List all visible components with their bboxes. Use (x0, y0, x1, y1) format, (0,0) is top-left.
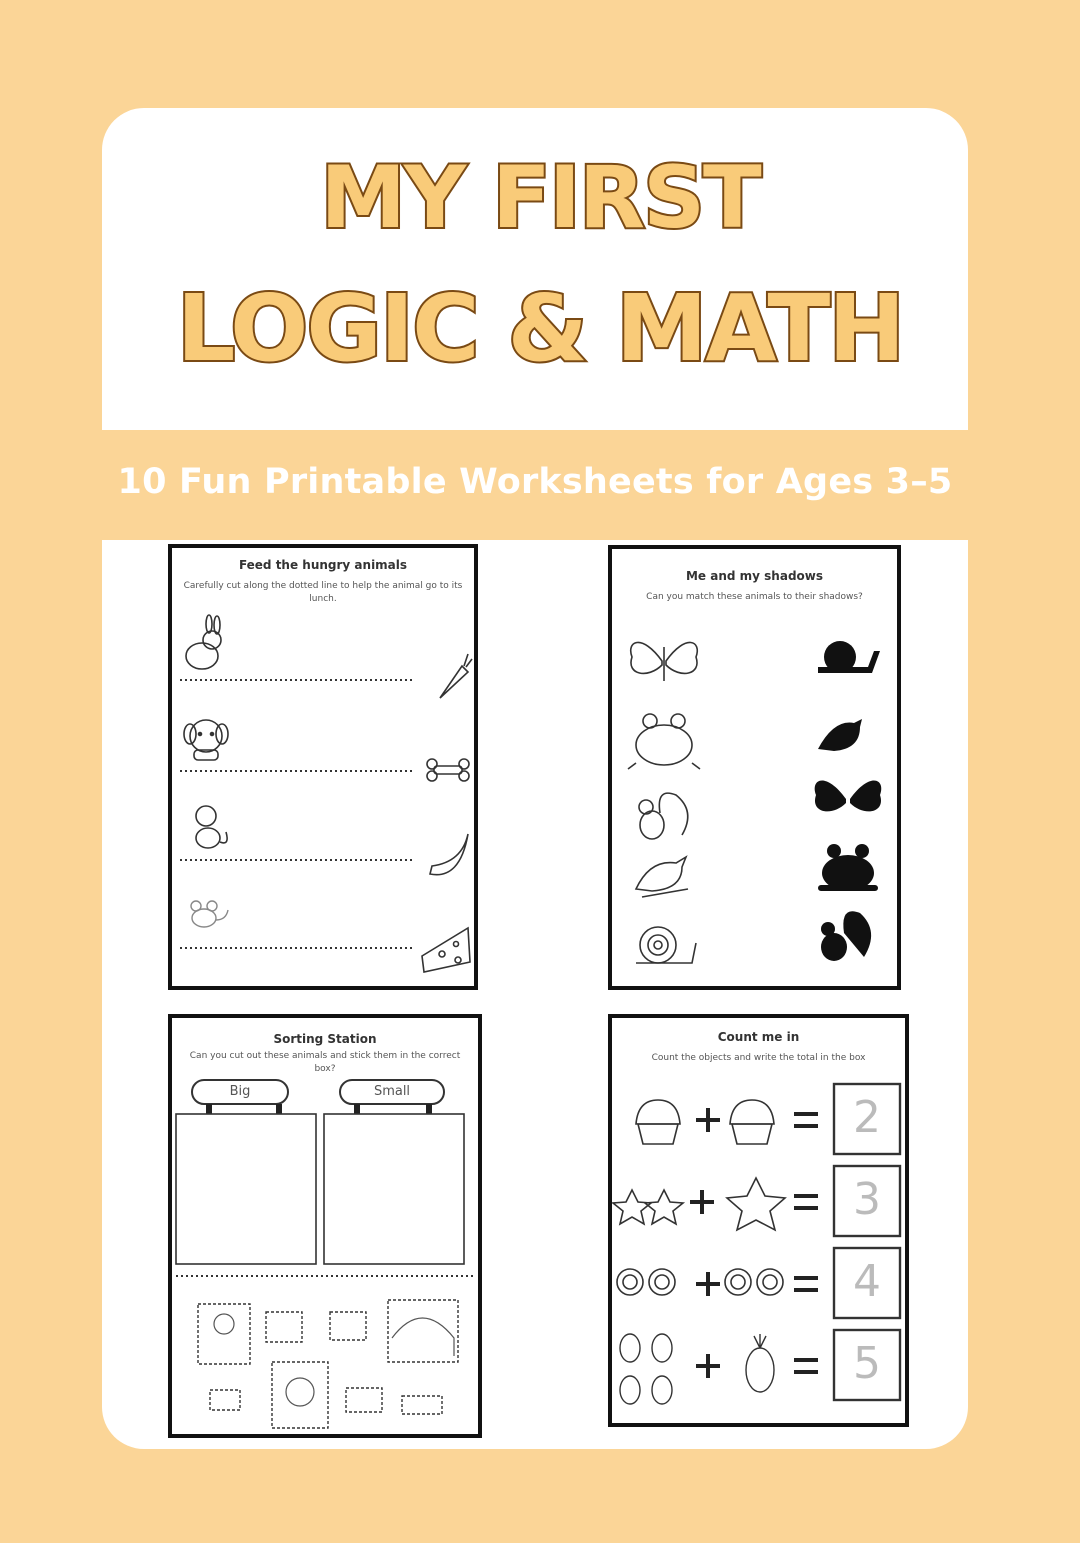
worksheet-feed-animals (168, 544, 478, 990)
shadows-illustration (612, 549, 897, 986)
worksheet-instructions: Carefully cut along the dotted line to help the animal go to its lunch. (183, 581, 463, 604)
title-line-2: LOGIC & MATH (176, 275, 904, 382)
answer-box-2: 3 (853, 1174, 881, 1225)
snail-shadow-icon (818, 641, 880, 673)
worksheet-title: Count me in (717, 1030, 800, 1044)
rabbit-icon (186, 615, 221, 669)
sorting-station-illustration (172, 1018, 478, 1434)
subtitle: 10 Fun Printable Worksheets for Ages 3–5 (117, 462, 953, 502)
worksheet-title: Sorting Station (273, 1032, 377, 1046)
title-line-1: MY FIRST (320, 148, 760, 248)
worksheet-title: Feed the hungry animals (238, 558, 408, 572)
worksheet-title: Me and my shadows (685, 569, 823, 583)
frog-icon (628, 714, 700, 769)
big-box-label: Big (229, 1084, 251, 1099)
frog-shadow-icon (818, 844, 878, 891)
banana-icon (430, 834, 468, 875)
pineapple-icon (620, 1334, 774, 1404)
small-box-label: Small (373, 1084, 411, 1099)
squirrel-shadow-icon (821, 911, 871, 961)
feed-animals-illustration (172, 548, 474, 986)
worksheet-instructions: Can you cut out these animals and stick them in the correct box? (189, 1051, 461, 1074)
cheese-icon (422, 928, 470, 972)
squirrel-icon (639, 793, 688, 839)
mouse-icon (191, 901, 228, 927)
worksheet-sorting-station (168, 1014, 482, 1438)
answer-box-4: 5 (853, 1338, 881, 1389)
bird-icon (636, 857, 688, 897)
worksheet-count-me-in (608, 1014, 909, 1427)
bone-icon (427, 759, 469, 781)
bird-shadow-icon (818, 719, 862, 751)
carrot-icon (440, 654, 472, 698)
butterfly-shadow-icon (815, 780, 882, 811)
worksheet-instructions: Count the objects and write the total in the box (651, 1053, 866, 1063)
worksheet-instructions: Can you match these animals to their shadows? (646, 592, 863, 602)
monkey-icon (196, 806, 227, 848)
snail-icon (636, 927, 696, 963)
butterfly-icon (631, 642, 698, 681)
dog-icon (184, 720, 228, 760)
worksheet-shadows (608, 545, 901, 990)
answer-box-3: 4 (853, 1256, 881, 1307)
answer-box-1: 2 (853, 1092, 881, 1143)
